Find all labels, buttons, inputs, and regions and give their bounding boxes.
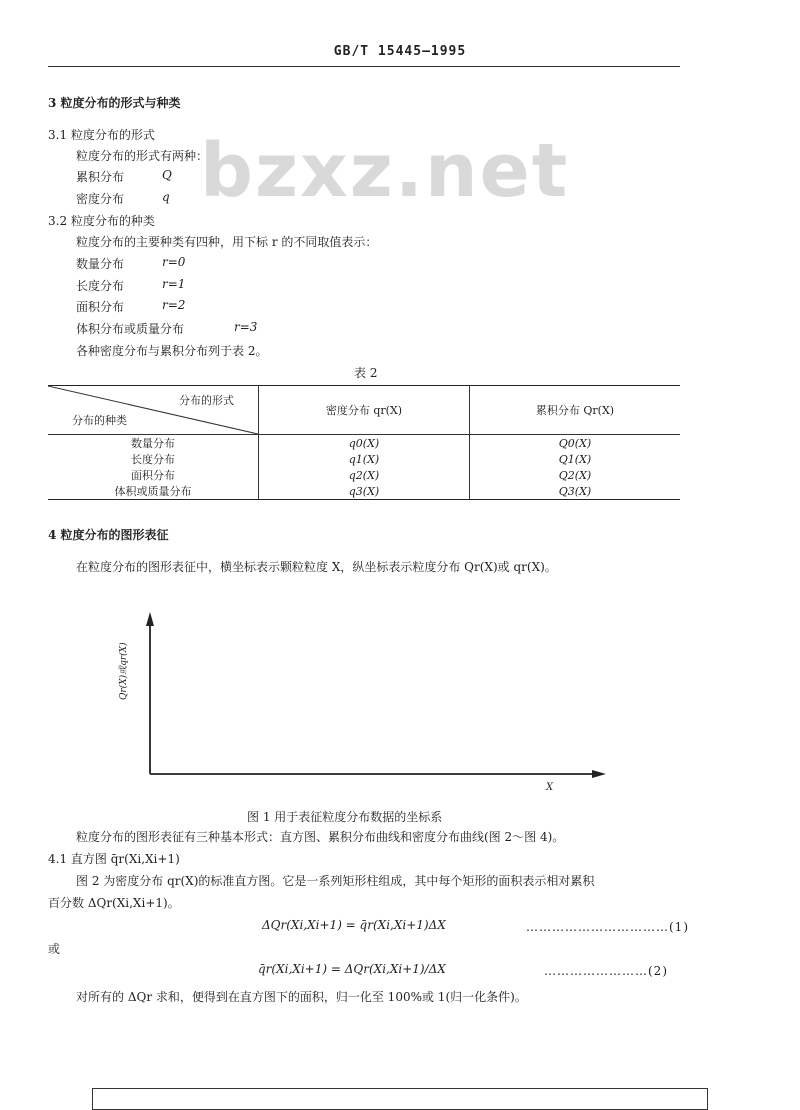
next-figure-frame xyxy=(92,1088,708,1110)
section-3-2-intro: 粒度分布的主要种类有四种，用下标 r 的不同取值表示： xyxy=(76,235,378,249)
watermark: bzxz.net xyxy=(200,128,570,214)
kind-value: r=2 xyxy=(162,298,186,312)
table-row xyxy=(48,467,680,483)
or-text: 或 xyxy=(48,942,61,956)
x-axis-arrow xyxy=(592,770,606,778)
row-cumulative: Q2(X) xyxy=(470,467,681,483)
row-density: q2(X) xyxy=(259,467,470,483)
equation-2: q̄r(Xi,Xi+1) = ΔQr(Xi,Xi+1)/ΔX xyxy=(258,962,446,976)
form-symbol: q xyxy=(162,190,170,204)
closing-paragraph: 对所有的 ΔQr 求和，便得到在直方图下的面积，归一化至 100%或 1(归一化条件)。 xyxy=(76,990,527,1004)
table-corner-cell xyxy=(48,386,259,435)
figure-1-axes xyxy=(110,600,620,800)
kind-name: 体积分布或质量分布 xyxy=(76,322,185,336)
form-symbol: Q xyxy=(162,168,172,182)
row-kind: 体积或质量分布 xyxy=(114,485,192,498)
section-4-1-paragraph: 图 2 为密度分布 qr(X)的标准直方图。它是一系列矩形柱组成，其中每个矩形的面积表示相对累积 xyxy=(76,874,595,888)
section-4-intro: 在粒度分布的图形表征中，横坐标表示颗粒粒度 X，纵坐标表示粒度分布 Qr(X)或 qr(X)。 xyxy=(76,560,557,574)
row-kind: 长度分布 xyxy=(131,453,175,466)
table-row xyxy=(48,483,680,500)
table-row xyxy=(48,451,680,467)
row-kind: 数量分布 xyxy=(131,437,175,450)
row-cumulative: Q3(X) xyxy=(470,483,681,500)
column-header-cumulative: 累积分布 Qr(X) xyxy=(470,386,681,435)
row-kind: 面积分布 xyxy=(131,469,175,482)
section-3-1-intro: 粒度分布的形式有两种： xyxy=(76,149,209,163)
table-caption: 表 2 xyxy=(354,366,378,380)
row-cumulative: Q1(X) xyxy=(470,451,681,467)
kind-value: r=1 xyxy=(162,277,186,291)
equation-1: ΔQr(Xi,Xi+1) = q̄r(Xi,Xi+1)ΔX xyxy=(262,918,446,932)
kind-value: r=3 xyxy=(234,320,258,334)
table-row xyxy=(48,435,680,452)
form-name: 密度分布 xyxy=(76,192,125,206)
equation-1-number: ……………………………(1) xyxy=(526,920,689,934)
corner-top-label: 分布的形式 xyxy=(179,394,234,407)
y-axis-arrow xyxy=(146,612,154,626)
kind-name: 长度分布 xyxy=(76,279,125,293)
kind-value: r=0 xyxy=(162,255,186,269)
section-4-1-paragraph-cont: 百分数 ΔQr(Xi,Xi+1)。 xyxy=(48,896,180,910)
header-rule xyxy=(48,66,680,67)
section-4-forms-text: 粒度分布的图形表征有三种基本形式：直方图、累积分布曲线和密度分布曲线(图 2～图 4)。 xyxy=(76,830,565,844)
section-4-1-title: 4.1 直方图 q̄r(Xi,Xi+1) xyxy=(48,852,180,866)
corner-bottom-label: 分布的种类 xyxy=(72,414,127,427)
y-axis-label: Qr(X)或qr(X) xyxy=(119,642,129,700)
kind-name: 数量分布 xyxy=(76,257,125,271)
section-3-title: 3 粒度分布的形式与种类 xyxy=(48,96,181,110)
row-density: q0(X) xyxy=(259,435,470,452)
table-2 xyxy=(48,385,680,500)
section-4-title: 4 粒度分布的图形表征 xyxy=(48,528,169,542)
section-3-2-outro: 各种密度分布与累积分布列于表 2。 xyxy=(76,344,268,358)
section-3-1-title: 3.1 粒度分布的形式 xyxy=(48,128,155,142)
column-header-density: 密度分布 qr(X) xyxy=(259,386,470,435)
equation-2-number: ……………………(2) xyxy=(544,964,668,978)
kind-name: 面积分布 xyxy=(76,300,125,314)
standard-number-header: GB/T 15445—1995 xyxy=(333,44,467,59)
figure-1-caption: 图 1 用于表征粒度分布数据的坐标系 xyxy=(247,810,443,824)
row-density: q3(X) xyxy=(259,483,470,500)
x-axis-label: X xyxy=(546,782,554,793)
form-name: 累积分布 xyxy=(76,170,125,184)
row-density: q1(X) xyxy=(259,451,470,467)
section-3-2-title: 3.2 粒度分布的种类 xyxy=(48,214,155,228)
row-cumulative: Q0(X) xyxy=(470,435,681,452)
